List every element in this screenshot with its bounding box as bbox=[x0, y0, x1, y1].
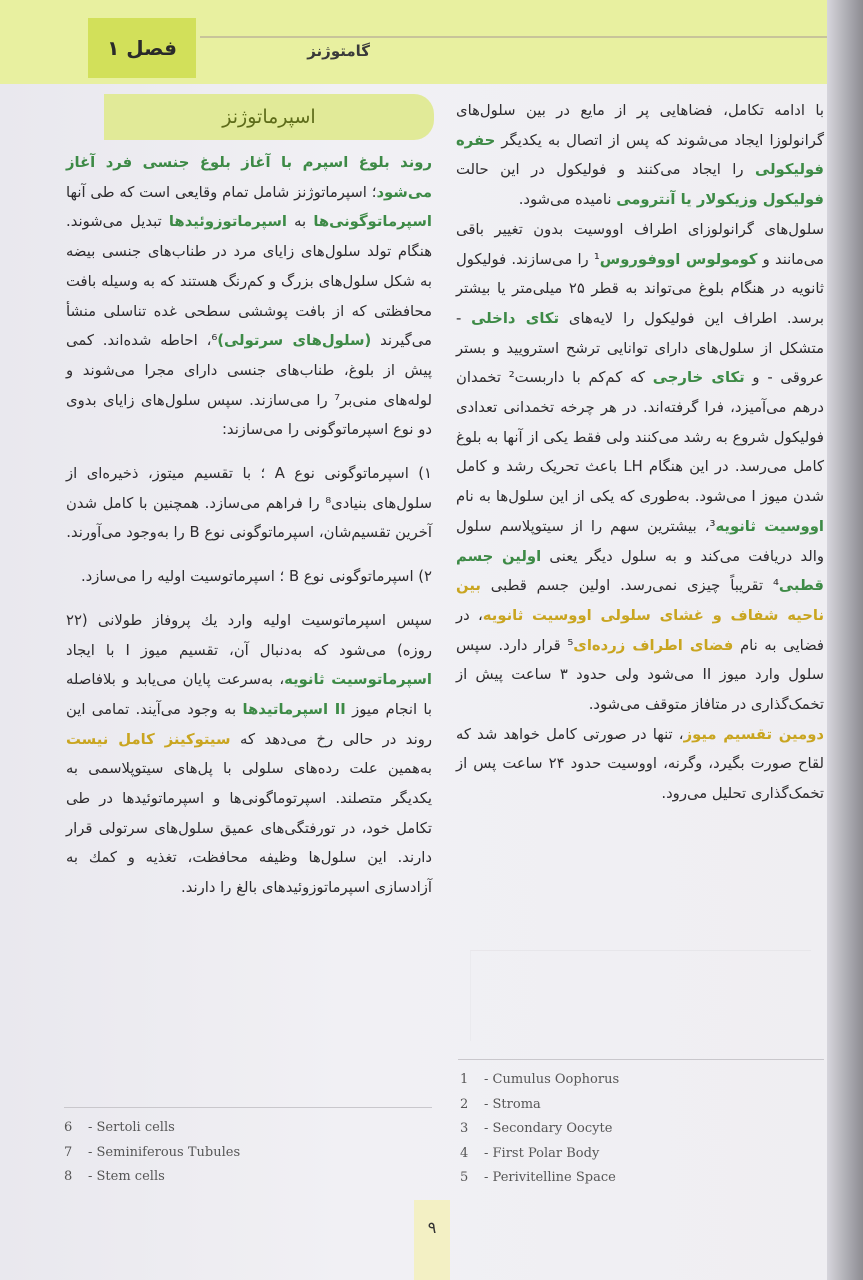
highlight-term: کومولوس اووفوروس bbox=[599, 250, 758, 268]
footnote: 3 - Secondary Oocyte bbox=[460, 1121, 613, 1137]
section-heading-box bbox=[104, 94, 434, 140]
highlight-term: حفره فولیکولی bbox=[456, 131, 824, 179]
highlight-term: دومین تقسیم میوز bbox=[683, 725, 825, 743]
text-run: - متشکل از سلول‌های دارای توانایی ترشح استرویید و بستر عروقی - و bbox=[456, 309, 824, 387]
text-run: ، در فضایی به نام bbox=[456, 606, 824, 654]
paragraph bbox=[66, 148, 432, 445]
text-run: ، به‌سرعت پایان می‌یابد و بلافاصله با انجام میوز bbox=[66, 671, 432, 718]
highlight-term: فضای اطراف زرده‌ای bbox=[573, 636, 734, 654]
text-run: ³، بیشترین سهم را از سیتوپلاسم سلول والد دریافت می‌کند و به سلول دیگر یعنی bbox=[456, 517, 824, 565]
highlight-term: (سلول‌های سرتولی) bbox=[217, 332, 372, 350]
page-number: ۹ bbox=[414, 1200, 450, 1280]
chapter-tab bbox=[88, 18, 196, 78]
footnote: 4 - First Polar Body bbox=[460, 1145, 600, 1161]
highlight-term: اسپرماتوزوئیدها bbox=[168, 213, 287, 231]
chapter-title: گامتوژنز bbox=[307, 42, 370, 60]
left-column bbox=[66, 148, 432, 903]
paragraph bbox=[456, 215, 824, 720]
highlight-term: سیتوکینز کامل نیست bbox=[66, 730, 231, 748]
chapter-label: فصل ۱ bbox=[107, 36, 177, 60]
paragraph bbox=[456, 720, 824, 809]
text-run: با ادامه تکامل، فضاهایی پر از مایع در بین سلول‌های گرانولوزا ایجاد می‌شوند که پس از اتصال به یکدیگر bbox=[456, 102, 824, 149]
footnote: 8 - Stem cells bbox=[64, 1169, 165, 1185]
footnote: 6 - Sertoli cells bbox=[64, 1120, 175, 1135]
text-run: ⁵ قرار دارد. سپس سلول وارد میوز II می‌شود ولی حدود ۳ ساعت پیش از تخمک‌گذاری در متافاز متوقف می‌شود. bbox=[456, 636, 824, 714]
footnote: 1 - Cumulus Oophorus bbox=[460, 1072, 620, 1087]
highlight-term: فولیکول وزیکولار یا آنترومی bbox=[616, 191, 824, 209]
text-run: که کم‌کم با داربست² تخمدان درهم می‌آمیزد، فرا گرفته‌اند. در هر چرخه تخمدانی تعدادی فولیکول شروع به رشد می‌کنند ولی فقط یکی از آنها به بلوغ کامل می‌رسد. در این هنگام LH باعث تحریک رشد و کامل شدن میوز I می‌شود. به‌طوری که یکی از این سلول‌ها به نام bbox=[456, 369, 824, 506]
list-item bbox=[66, 562, 432, 592]
text-run: سپس اسپرماتوسیت اولیه وارد یك پروفاز طولانی (۲۲ روزه) می‌شود که به‌دنبال آن، تقسیم میوز I با ایجاد bbox=[66, 611, 432, 659]
text-run: ۱) اسپرماتوگونی نوع A ؛ با تقسیم میتوز، ذخیره‌ای از سلول‌های بنیادی⁸ را فراهم می‌سازد. همچنین با کامل شدن آخرین تقسیم‌شان، اسپرماتوگونی نوع B را به‌وجود می‌آورند. bbox=[66, 465, 432, 542]
text-run: را ایجاد می‌کنند و فولیکول در این حالت bbox=[456, 161, 756, 179]
footnote-divider bbox=[458, 1059, 824, 1060]
header-divider bbox=[200, 36, 840, 38]
highlight-term: روند بلوغ اسپرم با آغاز بلوغ جنسی فرد آغاز می‌شود bbox=[66, 154, 432, 201]
text-run: ۲) اسپرماتوگونی نوع B ؛ اسپرماتوسیت اولیه را می‌سازد. bbox=[80, 568, 432, 586]
faint-show-through bbox=[470, 950, 811, 1041]
text-run: به‌همین علت رده‌های سلولی با پل‌های سیتوپلاسمی به یکدیگر متصلند. اسپرتوماگونی‌ها و اسپرماتوئیدها در طی تکامل خود، در تورفتگی‌های عمیق سلول‌های سرتولی قرار دارند. این سلول‌ها وظیفه محافظت، تغذیه و کمك به آزادسازی اسپرماتوزوئیدهای بالغ را دارند. bbox=[66, 760, 432, 897]
highlight-term: تکای داخلی bbox=[471, 309, 560, 327]
highlight-term: اسپرماتوسیت ثانویه bbox=[284, 671, 432, 689]
highlight-term: اسپرماتوگونی‌ها bbox=[313, 213, 432, 231]
footnote: 2 - Stroma bbox=[460, 1096, 541, 1112]
book-spine-shadow bbox=[827, 0, 863, 1280]
list-item bbox=[66, 459, 432, 548]
text-run: سلول‌های گرانولوزای اطراف اووسیت بدون تغییر باقی می‌مانند و bbox=[456, 220, 824, 268]
text-run: به وجود می‌آیند. تمامی این روند در حالی رخ می‌دهد که bbox=[66, 700, 432, 748]
text-run: ¹ را می‌سازند. فولیکول ثانویه در هنگام بلوغ می‌تواند به قطر ۲۵ میلی‌متر یا بیشتر برسد. اطراف این فولیکول را لایه‌های bbox=[456, 250, 824, 327]
highlight-term: اووسیت ثانویه bbox=[715, 517, 824, 535]
right-column bbox=[456, 96, 824, 809]
footnotes-right bbox=[460, 1068, 619, 1191]
text-run: ؛ اسپرماتوژنز شامل تمام وقایعی است که طی آنها bbox=[66, 183, 377, 201]
highlight-term: II اسپرماتیدها bbox=[242, 700, 346, 718]
footnote: 7 - Seminiferous Tubules bbox=[64, 1144, 241, 1160]
highlight-term: بین ناحیه شفاف و غشای سلولی اووسیت ثانویه bbox=[456, 577, 824, 624]
text-run: ⁶، احاطه شده‌اند. کمی پیش از بلوغ، طناب‌های جنسی دارای مجرا می‌شوند و لوله‌های منی‌بر⁷ را می‌سازند. سپس سلول‌های زایای بدوی دو نوع اسپرماتوگونی را می‌سازند: bbox=[66, 332, 432, 439]
footnotes-left bbox=[64, 1116, 240, 1190]
paragraph bbox=[456, 96, 824, 215]
section-heading: اسپرماتوژنز bbox=[222, 106, 316, 128]
highlight-term: تکای خارجی bbox=[652, 369, 745, 387]
paragraph bbox=[66, 606, 432, 903]
footnote: 5 - Perivitelline Space bbox=[460, 1170, 616, 1186]
text-run: به bbox=[286, 213, 314, 231]
text-run: ⁴ تقریباً چیزی نمی‌رسد. اولین جسم قطبی bbox=[480, 577, 779, 595]
text-run: ، تنها در صورتی کامل خواهد شد که لقاح صورت بگیرد، وگرنه، اووسیت حدود ۲۴ ساعت پس از تخمک‌گذاری تحلیل می‌رود. bbox=[456, 725, 824, 803]
text-run: نامیده می‌شود. bbox=[518, 191, 617, 209]
footnote-divider bbox=[64, 1107, 432, 1108]
text-run: تبدیل می‌شوند. هنگام تولد سلول‌های زایای مرد در طناب‌های جنسی بیضه به شکل سلول‌های بزرگ و کم‌رنگ هستند که به وسیله بافت محافظتی که از بافت پوششی سطحی غده تناسلی منشأ می‌گیرند bbox=[66, 213, 432, 350]
highlight-term: اولین جسم قطبی bbox=[456, 547, 824, 595]
